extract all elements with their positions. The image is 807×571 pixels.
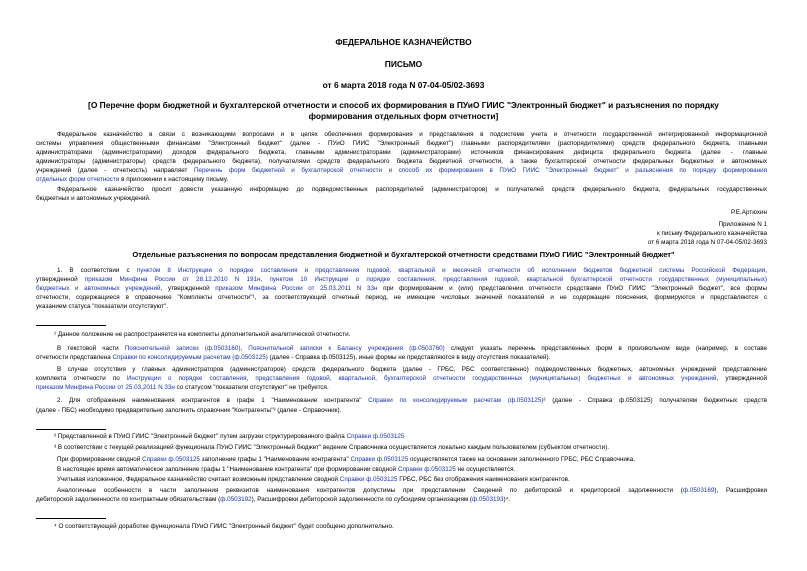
signature: Р.Е.Артюхин xyxy=(731,209,767,216)
form-0503125-link[interactable]: Справки ф.0503125 xyxy=(346,433,405,440)
grbs-line: В случае отсутствия у главных администраторов (администраторов) средств федерального бюджета (далее - ГРБС, РБС соответственно) подведомственных бюджетных, автономных учреждений представление xyxy=(57,366,767,373)
doc-subject-line-1: [О Перечне форм бюджетной и бухгалтерской отчетности и способ их формирования в ПУиО ГИИС "Электронный бюджет" и разъяснения по порядку xyxy=(88,100,719,110)
intro-line: системы управления общественными финансами "Электронный бюджет" (далее - ПУиО ГИИС "Электронный бюджет") главными распорядителями (распорядителями) средств федерального бюджета, главными xyxy=(36,140,767,147)
similar-line: Аналогичные особенности в части заполнения реквизитов наименования контрагентов допустимы при представлении Сведений по дебиторской и кредиторской задолженности (ф.0503169), Расшифровки xyxy=(57,487,768,494)
form-0503125-link[interactable]: Справки ф.0503125 xyxy=(142,456,200,463)
form-0503125-link[interactable]: Справки по консолидируемым расчетам (ф.0503125) xyxy=(112,354,268,361)
order-33n-link[interactable]: приказом Минфина России от 25.03.2011 N 33н xyxy=(215,285,378,292)
form-0503125-link[interactable]: Справки по консолидируемым расчетам (ф.0503125) xyxy=(368,397,544,404)
consolid-line: При формировании сводной Справки ф.0503125 заполнение графы 1 "Наименование контрагента" Справки ф.0503125 осуществляется также на основании заполненного ГРБС, РБС Справочника. xyxy=(57,456,636,463)
intro-line: отдельных форм отчетности в приложении к настоящему письму. xyxy=(36,176,229,183)
instruction-10-link[interactable]: пунктом 10 Инструкции о порядке составления, представления годовой, квартальной бухгалтерской отчетности государственных (муниципальных) xyxy=(269,276,767,283)
intro-line: учреждений (далее - отчетность) направляет Перечень форм бюджетной и бухгалтерской отчетности и способ их формирования в ПУиО ГИИС "Электронный бюджет" и разъяснения по порядку формирования xyxy=(36,167,767,174)
text-part-line: В текстовой части Пояснительной записки (ф.0503160), Пояснительной записки к Балансу учреждения (ф.0503760) следует указать перечень представленных форм в произвольном виде (например, в составе xyxy=(57,345,768,352)
perechen-link-cont[interactable]: отдельных форм отчетности xyxy=(36,176,120,183)
form-0503169-link[interactable]: ф.0503169 xyxy=(682,487,715,494)
instruction-link[interactable]: Инструкции о порядке составления, представления годовой, квартальной, бухгалтерской отчетности государственных (муниципальных) бюджетных и автономных учреждений xyxy=(126,375,717,382)
form-0503160-link[interactable]: Пояснительной записки (ф.0503160) xyxy=(124,345,241,352)
section-title: Отдельные разъяснения по вопросам представления бюджетной и бухгалтерской отчетности средствами ПУиО ГИИС "Электронный бюджет" xyxy=(132,250,675,259)
footnote-1: ¹ Данное положение не распространяется на комплекты дополнительной аналитической отчетности. xyxy=(54,331,351,338)
intro-line: Федеральное казначейство в связи с возникающими вопросами и в целях обеспечения формирования и представления в подсистеме учета и отчетности государственной интегрированной информационной xyxy=(57,131,767,138)
item2-line: 2. Для отображения наименования контрагентов в графе 1 "Наименование контрагента" Справки по консолидируемым расчетам (ф.0503125)² (далее - Справка ф.0503125) получателям бюджетных средств xyxy=(57,397,767,404)
item2-line: (далее - ПБС) необходимо предварительно заполнить справочник "Контрагенты"³ (далее - Справочник). xyxy=(36,407,342,414)
form-0503760-link[interactable]: Пояснительной записки к Балансу учреждения (ф.0503760) xyxy=(248,345,445,352)
form-0503193-link[interactable]: ф.0503193 xyxy=(472,496,504,503)
agency-name: ФЕДЕРАЛЬНОЕ КАЗНАЧЕЙСТВО xyxy=(335,37,472,47)
instruction-8-link[interactable]: пунктом 8 Инструкции о порядке составления и представления годовой, квартальной и месячной отчетности об исполнении бюджетов бюджетной системы Российской Федерации xyxy=(136,267,766,274)
item1-line: 1. В соответствии с пунктом 8 Инструкции о порядке составления и представления годовой, квартальной и месячной отчетности об исполнении бюджетов бюджетной системы Российской Федерации, xyxy=(57,267,767,274)
recommend-line: Учитывая изложенное, Федеральное казначейство считает возможным представление сводной Справки ф.0503125 ГРБС, РБС без отображения наименования контрагентов. xyxy=(57,476,570,483)
form-0503125-link[interactable]: Справки ф.0503125 xyxy=(350,456,409,463)
order-191n-link[interactable]: приказом Минфина России от 28.12.2010 N 191н xyxy=(84,276,261,283)
footnote-2: ² Представленной в ПУиО ГИИС "Электронный бюджет" путем загрузки структурированного файла Справки ф.0503125 xyxy=(54,433,405,440)
form-0503125-link[interactable]: Справки ф.0503125 xyxy=(397,466,456,473)
intro-line: Федеральное казначейство просит довести указанную информацию до подведомственных распорядителей (администраторов) и получателей средств федерального бюджета, федеральных государственных xyxy=(57,186,767,193)
footnote-4: ⁴ О соответствующей доработке функционала ПУиО ГИИС "Электронный бюджет" будет сообщено дополнительно. xyxy=(54,523,394,530)
intro-line: бюджетных и автономных учреждений. xyxy=(36,195,151,202)
form-0503192-link[interactable]: ф.0503192 xyxy=(220,496,252,503)
perechen-link[interactable]: Перечень форм бюджетной и бухгалтерской отчетности и способ их формирования в ПУиО ГИИС "Электронный бюджет" и разъяснения по порядку формирования xyxy=(194,167,767,174)
similar-line: дебиторской задолженности по контрактным обязательствам (ф.0503192), Расшифровки дебиторской задолженности по субсидиям организациям (ф.0503193)⁴. xyxy=(36,496,511,503)
item1-line: бюджетных и автономных учреждений, утвержденной приказом Минфина России от 25.03.2011 N 33н при формировании и (или) представлении отчетности средствами ПУиО ГИИС "Электронный бюджет", все формы xyxy=(36,285,767,292)
footnote-divider xyxy=(36,325,106,326)
footnote-3: ³ В соответствии с текущей реализацией функционала ПУиО ГИИС "Электронный бюджет" ведение Справочника осуществляется локально каждым пользователем (субъектом отчетности). xyxy=(54,444,610,451)
intro-line: администраторами (администраторами) доходов федерального бюджета, главными администраторами (администраторами) источников финансирования дефицита федерального бюджета (далее - главные xyxy=(36,149,767,156)
grbs-line: приказом Минфина России от 25.03.2011 N 33н со статусом "показатели отсутствуют" не требуется. xyxy=(36,384,329,391)
item1-line: утвержденной приказом Минфина России от 28.12.2010 N 191н, пунктом 10 Инструкции о порядке составления, представления годовой, квартальной бухгалтерской отчетности государственных (муниципальных) xyxy=(36,276,767,283)
doc-subject-line-2: формирования отдельных форм отчетности] xyxy=(308,111,499,121)
doc-date: от 6 марта 2018 года N 07-04-05/02-3693 xyxy=(322,80,485,90)
text-part-line: отчетности представлена Справки по консолидируемым расчетам (ф.0503125) (далее - Справка ф.0503125), иные формы не представляются в виду отсутствия показателей). xyxy=(36,354,551,361)
grbs-line: комплекта отчетности по Инструкции о порядке составления, представления годовой, квартальной, бухгалтерской отчетности государственных (муниципальных) бюджетных и автономных учреждений, утвержденной xyxy=(36,375,767,382)
doc-type: ПИСЬМО xyxy=(384,59,423,69)
appendix-label: Приложение N 1 xyxy=(718,221,767,228)
appendix-label: к письму Федерального казначейства xyxy=(657,230,767,237)
auto-line: В настоящее время автоматическое заполнение графы 1 "Наименование контрагента" при формировании сводной Справки ф.0503125 не осуществляется. xyxy=(57,466,516,473)
item1-line: отчетности, содержащиеся в справочнике "Комплекты отчетности"¹, за соответствующий отчетный период, не имеющие числовых значений показателей и не содержащие пояснения, формируются и представляются с xyxy=(36,294,767,301)
item1-line: указанием статуса "показатели отсутствуют". xyxy=(36,303,169,310)
instruction-10-link-cont[interactable]: бюджетных и автономных учреждений xyxy=(36,285,161,292)
appendix-label: от 6 марта 2018 года N 07-04-05/02-3693 xyxy=(647,239,767,246)
form-0503125-link[interactable]: Справки ф.0503125 xyxy=(339,476,398,483)
intro-line: администраторы (администраторы) средств федерального бюджета), получателями средств федерального бюджета бюджетной отчетности, а также бухгалтерской отчетности федеральных бюджетных и автономных xyxy=(36,158,767,165)
footnote-divider xyxy=(36,429,106,430)
order-33n-link[interactable]: приказом Минфина России от 25.03.2011 N 33н xyxy=(36,384,175,391)
footnote-divider xyxy=(36,518,106,519)
